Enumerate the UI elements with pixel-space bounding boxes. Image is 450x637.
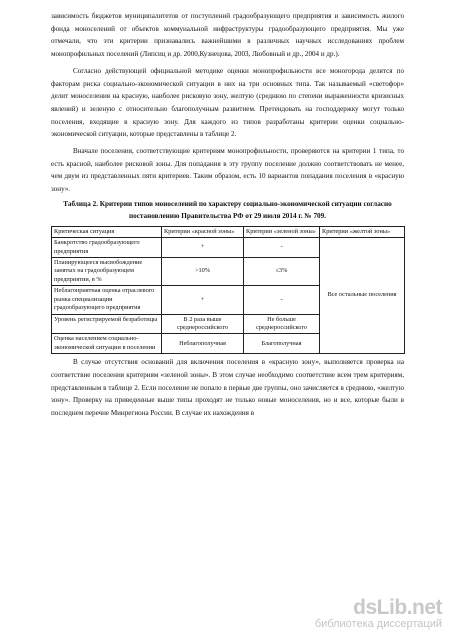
table-header-row [52,226,405,237]
cell-red: + [162,286,244,314]
header-green: Критерии «зеленой зоны» [244,226,320,237]
watermark [315,598,442,630]
cell-yellow-all: Все остальные поселения [320,238,405,354]
cell-situation: Банкротство градообразующего предприятия [52,238,162,258]
cell-green: Благополучная [244,334,320,354]
cell-situation: Неблагоприятная оценка отраслевого рынка специализации градообразующего предприятия [52,286,162,314]
cell-green: - [244,286,320,314]
watermark-subtitle: библиотека диссертаций [314,618,442,630]
cell-situation: Планирующееся высвобождение занятых на градообразующем предприятии, в % [52,258,162,286]
paragraph-3: Вначале поселения, соответствующие критериям монопрофильности, проверяются на критерии 1 типа, то есть красной, наиболее рисковой зоны. Для попадания в эту группу поселение должно соответствовать не менее, чем двум из представленных пяти критериев. Таким образом, есть 10 вариантов попадания поселения в «красную зону». [51,147,404,194]
paragraph-1: зависимость бюджетов муниципалитетов от поступлений градообразующего предприятия и зависимость жилого фонда моноселений от объектов коммунальной инфраструктуры градообразующего предприятия. Мы уже отмечали, что эти критерии признавались важнейшими в различных научных исследованиях проблем монопрофильных поселений (Липсиц и др. 2000,Кузнецова, 2003, Любовный и др., 2004 и др.). [51,12,404,59]
document-page [51,10,404,420]
paragraph-2: Согласно действующей официальной методике оценки монопрофильности все моногорода делятся по факторам риска социально-экономической ситуации в них на три основных типа. Так называемый «светофор» делит моноселения на красную, наиболее рисковую зону, желтую (среднюю по степени выраженности кризисных явлений) и зеленую с относительно благополучным развитием. Претендовать на господдержку могут только поселения, входящие в красную зону. Для каждого из типов разработаны критерии оценки социально-экономической ситуации, которые представлены в таблице 2. [51,66,404,139]
cell-red: Неблагополучная [162,334,244,354]
paragraph-4: В случае отсутствия оснований для включения поселения в «красную зону», выполняется проверка на соответствие поселения критериям «зеленой зоны». В этом случае необходимо соответствие всем трем критериям, представленным в таблице 2. Если поселение не попало в первые две группы, оно зачисляется в среднюю, «желтую зону». Проверку на приведенные выше типы проходят не только новые моноселения, но и все, которые были в последнем перечне Минрегиона России. В случае их нахождения в [51,358,404,417]
cell-red: + [162,238,244,258]
cell-situation: Оценка населением социально-экономической ситуации в поселении [52,334,162,354]
cell-red: В 2 раза выше среднероссийского [162,314,244,334]
cell-situation: Уровень регистрируемой безработицы [52,314,162,334]
watermark-logo: dsLib.net [353,596,442,619]
header-yellow: Критерии «желтой зоны» [320,226,405,237]
table-caption: Таблица 2. Критерии типов моноселений по характеру социально-экономической ситуации согласно постановлению Правительства РФ от 29 июля 2014 г. № 709. [63,199,392,221]
cell-green: ≤3% [244,258,320,286]
table-row [52,238,405,258]
cell-green: - [244,238,320,258]
header-situation: Критическая ситуация [52,226,162,237]
cell-green: Не больше среднероссийского [244,314,320,334]
cell-red: >10% [162,258,244,286]
header-red: Критерии «красной зоны» [162,226,244,237]
criteria-table [51,226,405,354]
